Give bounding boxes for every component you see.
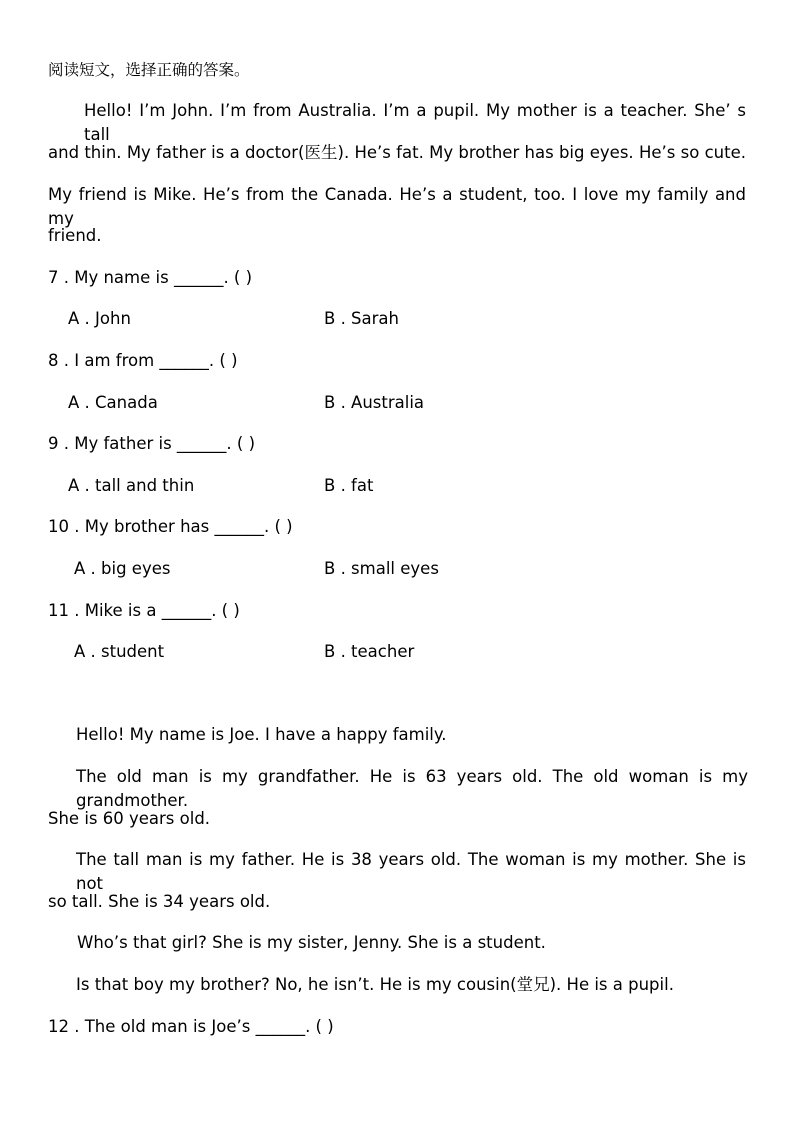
passage2-line: so tall. She is 34 years old. xyxy=(48,892,271,911)
passage2-line: She is 60 years old. xyxy=(48,809,211,828)
passage2-line: Is that boy my brother? No, he isn’t. He is my cousin(堂兄). He is a pupil. xyxy=(76,975,674,994)
question-10-option-a: A . big eyes xyxy=(74,559,171,578)
passage2-line: Who’s that girl? She is my sister, Jenny. She is a student. xyxy=(77,933,546,952)
question-12: 12 . The old man is Joe’s ______. ( ) xyxy=(48,1017,334,1036)
question-7-option-a: A . John xyxy=(68,309,131,328)
passage2-line: The old man is my grandfather. He is 63 years old. The old woman is my grandmother. xyxy=(76,767,748,810)
question-7-option-b: B . Sarah xyxy=(324,309,399,328)
question-9-option-a: A . tall and thin xyxy=(68,476,195,495)
question-7: 7 . My name is ______. ( ) xyxy=(48,268,253,287)
question-11-option-b: B . teacher xyxy=(324,642,415,661)
question-11-option-a: A . student xyxy=(74,642,165,661)
question-8-option-a: A . Canada xyxy=(68,393,158,412)
passage1-line: friend. xyxy=(48,226,102,245)
question-8-option-b: B . Australia xyxy=(324,393,425,412)
question-9-option-b: B . fat xyxy=(324,476,374,495)
question-11: 11 . Mike is a ______. ( ) xyxy=(48,601,240,620)
passage2-line: The tall man is my father. He is 38 years old. The woman is my mother. She is not xyxy=(76,850,746,893)
question-8: 8 . I am from ______. ( ) xyxy=(48,351,238,370)
passage1-line: and thin. My father is a doctor(医生). He’s fat. My brother has big eyes. He’s so cute. xyxy=(48,143,746,162)
question-9: 9 . My father is ______. ( ) xyxy=(48,434,256,453)
instruction-text: 阅读短文，选择正确的答案。 xyxy=(48,61,250,79)
question-10-option-b: B . small eyes xyxy=(324,559,439,578)
question-10: 10 . My brother has ______. ( ) xyxy=(48,517,293,536)
passage1-line: My friend is Mike. He’s from the Canada. He’s a student, too. I love my family and my xyxy=(48,185,746,228)
passage2-line: Hello! My name is Joe. I have a happy family. xyxy=(76,725,447,744)
passage1-line: Hello! I’m John. I’m from Australia. I’m a pupil. My mother is a teacher. She’ s tall xyxy=(84,101,746,144)
